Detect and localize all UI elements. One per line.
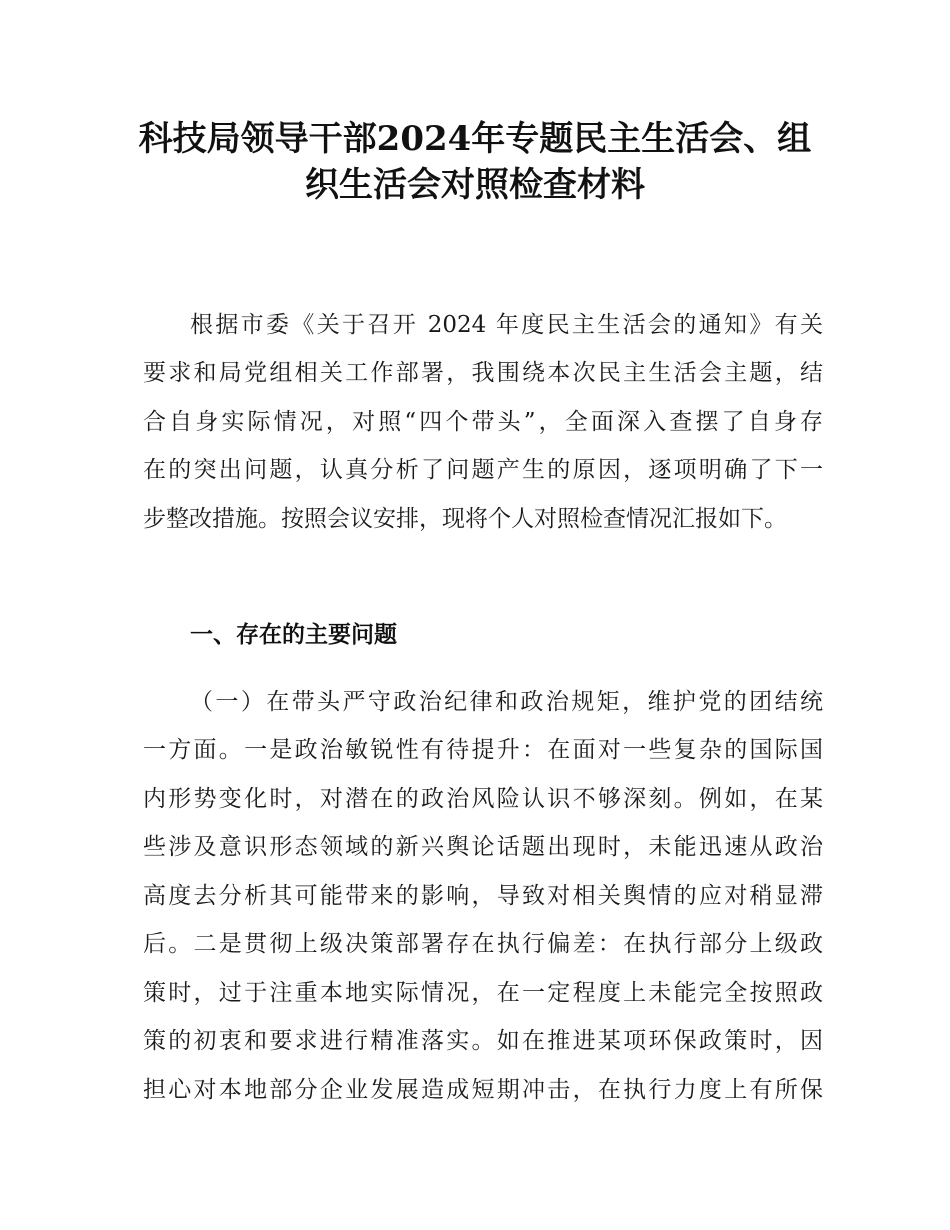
intro-line: 要求和局党组相关工作部署，我围绕本次民主生活会主题，结 xyxy=(143,360,823,386)
intro-line: 根据市委《关于召开 2024 年度民主生活会的通知》有关 xyxy=(190,312,823,338)
body-line: 一方面。一是政治敏锐性有待提升：在面对一些复杂的国际国 xyxy=(143,737,823,763)
body-line: 内形势变化时，对潜在的政治风险认识不够深刻。例如，在某 xyxy=(143,786,823,812)
intro-line: 在的突出问题，认真分析了问题产生的原因，逐项明确了下一 xyxy=(143,457,823,483)
body-line: 策时，过于注重本地实际情况，在一定程度上未能完全按照政 xyxy=(143,980,823,1006)
body-line: 后。二是贯彻上级决策部署存在执行偏差：在执行部分上级政 xyxy=(143,931,823,957)
body-line: 高度去分析其可能带来的影响，导致对相关舆情的应对稍显滞 xyxy=(143,883,823,909)
intro-line: 合自身实际情况，对照“四个带头”，全面深入查摆了自身存 xyxy=(143,409,823,435)
intro-line: 步整改措施。按照会议安排，现将个人对照检查情况汇报如下。 xyxy=(143,506,787,532)
section-heading: 一、存在的主要问题 xyxy=(190,622,397,648)
body-line: （一）在带头严守政治纪律和政治规矩，维护党的团结统 xyxy=(190,689,823,715)
body-line: 些涉及意识形态领域的新兴舆论话题出现时，未能迅速从政治 xyxy=(143,834,823,860)
body-line: 策的初衷和要求进行精准落实。如在推进某项环保政策时，因 xyxy=(143,1028,823,1054)
document-title-line-1: 科技局领导干部2024年专题民主生活会、组 xyxy=(138,119,812,159)
body-line: 担心对本地部分企业发展造成短期冲击，在执行力度上有所保 xyxy=(143,1077,823,1103)
document-title-line-2: 织生活会对照检查材料 xyxy=(305,165,645,205)
